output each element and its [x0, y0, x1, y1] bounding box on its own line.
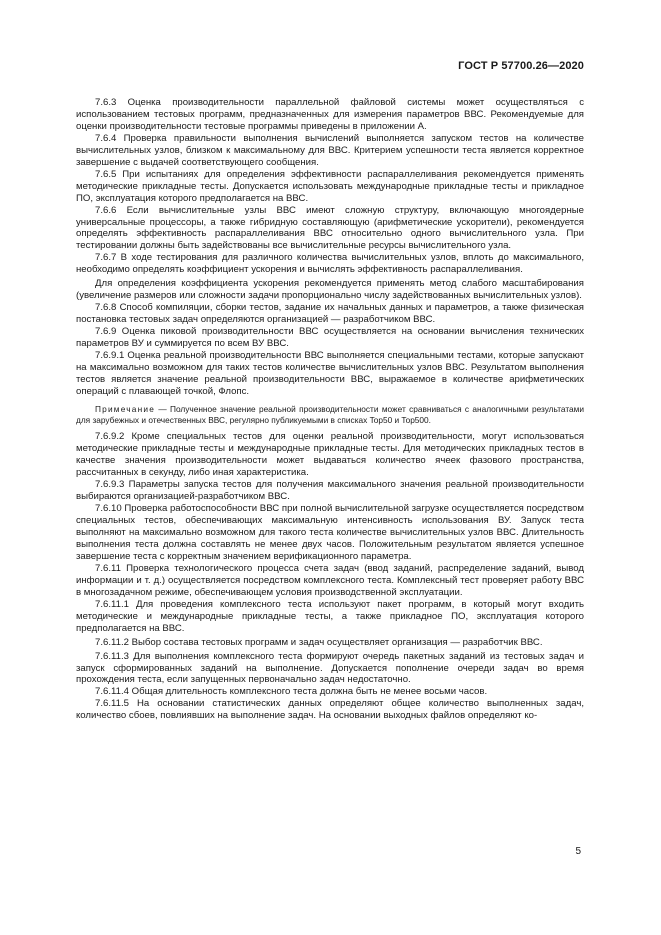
- paragraph-7-6-9-2: 7.6.9.2 Кроме специальных тестов для оценки реальной производительности, могут использоваться методические прикладные тесты и международные прикладные тесты. Для методических прикладных тестов в качестве значения производительности может выдаваться количество ячеек фазового пространства, рассчитанных в секунду, либо иная характеристика.: [76, 431, 584, 479]
- paragraph-speedup-method: Для определения коэффициента ускорения рекомендуется применять метод слабого масштабирования (увеличение размеров или сложности задачи пропорционально числу задействованных вычислительных узлов).: [76, 278, 584, 302]
- page-body: [76, 97, 584, 722]
- paragraph-7-6-9-3: 7.6.9.3 Параметры запуска тестов для получения максимального значения реальной производительности выбираются организацией-разработчиком ВВС.: [76, 479, 584, 503]
- paragraph-7-6-7: 7.6.7 В ходе тестирования для различного количества вычислительных узлов, вплоть до максимального, необходимо определять коэффициент ускорения и вычислять эффективность распараллеливания.: [76, 252, 584, 276]
- paragraph-7-6-3: 7.6.3 Оценка производительности параллельной файловой системы может осуществляться с использованием тестовых программ, предназначенных для измерения параметров ВВС. Рекомендуемые для оценки производительности тестовые программы приведены в приложении А.: [76, 97, 584, 132]
- paragraph-7-6-11-5: 7.6.11.5 На основании статистических данных определяют общее количество выполненных задач, количество сбоев, повлиявших на выполнение задач. На основании выходных файлов определяют ко-: [76, 698, 584, 722]
- paragraph-7-6-6: 7.6.6 Если вычислительные узлы ВВС имеют сложную структуру, включающую многоядерные универсальные процессоры, а также гибридную составляющую (арифметические ускорители), рекомендуется определять эффективность распараллеливания ВВС относительно одного вычислительного узла. При тестировании должны быть задействованы все вычислительные ресурсы вычислительного узла.: [76, 204, 584, 252]
- paragraph-7-6-5: 7.6.5 При испытаниях для определения эффективности распараллеливания рекомендуется применять методические прикладные тесты. Допускается использовать международные прикладные тесты и прикладное ПО, эксплуатация которого предполагается на ВВС.: [76, 168, 584, 204]
- paragraph-7-6-11-2: 7.6.11.2 Выбор состава тестовых программ и задач осуществляет организация — разработчик ВВС.: [95, 636, 543, 648]
- paragraph-7-6-11-4: 7.6.11.4 Общая длительность комплексного теста должна быть не менее восьми часов.: [95, 686, 488, 698]
- paragraph-7-6-8: 7.6.8 Способ компиляции, сборки тестов, задание их начальных данных и параметров, а также физическая постановка тестовых задач определяются организацией — разработчиком ВВС.: [76, 302, 584, 326]
- standard-designation: ГОСТ Р 57700.26—2020: [458, 60, 584, 72]
- paragraph-7-6-9: 7.6.9 Оценка пиковой производительности ВВС осуществляется на основании вычисления технических параметров ВУ и суммируется по всем ВУ ВВС.: [76, 326, 584, 350]
- page-number: 5: [575, 846, 581, 857]
- paragraph-7-6-11-3: 7.6.11.3 Для выполнения комплексного теста формируют очередь пакетных заданий из тестовых задач и запуск сформированных заданий на выполнение. Допускается пополнение очереди задач во время прохождения теста, если запущенных первоначально задач недостаточно.: [76, 650, 584, 686]
- note-text: — Полученное значение реальной производительности может сравниваться с аналогичными результатами для зарубежных и отечественных ВВС, регулярно публикуемыми в списках Top50 и Top500.: [76, 403, 584, 425]
- paragraph-7-6-11: 7.6.11 Проверка технологического процесса счета задач (ввод заданий, распределение заданий, вывод информации и т. д.) осуществляется посредством комплексного теста. Комплексный тест проверяет работу ВВС в многозадачном режиме, обеспечивающем условия производственной эксплуатации.: [76, 562, 584, 598]
- paragraph-7-6-4: 7.6.4 Проверка правильности выполнения вычислений выполняется запуском тестов на количестве вычислительных узлов, близком к максимальному для ВВС. Критерием успешности теста является корректное завершение с выдачей соответствующего сообщения.: [76, 132, 584, 168]
- paragraph-7-6-9-1: 7.6.9.1 Оценка реальной производительности ВВС выполняется специальными тестами, которые запускают на максимально возможном для таких тестов количестве вычислительных узлов ВВС. Результатом выполнения тестов является значение реальной производительности ВВС, выражаемое в количестве арифметических операций с плавающей точкой, Флопс.: [76, 350, 584, 397]
- paragraph-7-6-10: 7.6.10 Проверка работоспособности ВВС при полной вычислительной загрузке осуществляется посредством специальных тестов, обеспечивающих максимальную интенсивность использования ВУ. Запуск теста выполняют на максимально возможном для такого теста количестве вычислительных узлов ВВС. Длительность выполнения теста должна составлять не менее двух часов. Положительным результатом является успешное завершение теста с корректным значением верификационного параметра.: [76, 503, 584, 562]
- paragraph-7-6-11-1: 7.6.11.1 Для проведения комплексного теста используют пакет программ, в который могут входить методические и международные прикладные тесты, а также прикладное ПО, эксплуатация которого предполагается на ВВС.: [76, 598, 584, 634]
- note-label: Примечание: [95, 403, 156, 414]
- note: [76, 404, 584, 426]
